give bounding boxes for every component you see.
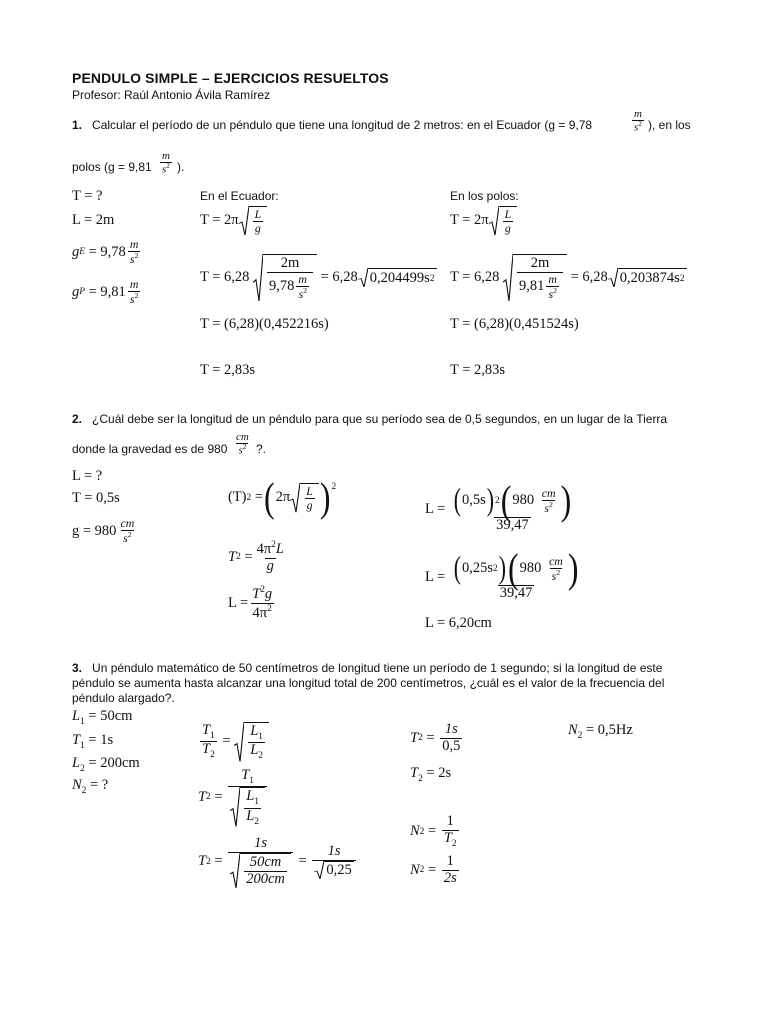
problem-1-text-c: polos (g = 9,81: [72, 160, 152, 174]
p3-N2-result: $N_2 = 0,5Hz$: [568, 722, 633, 741]
page-title: PENDULO SIMPLE – EJERCICIOS RESUELTOS: [72, 70, 389, 86]
p1-L-given: L = 2m: [72, 212, 115, 228]
p3-T2-expr: T 2 = $\frac{T_1}{\frac{L_1}{L_2}}$: [198, 768, 269, 827]
p3-T2-result: $T_2 = 2s$: [410, 765, 452, 784]
po-formula: T = 2π $\frac{L}{g}$: [450, 206, 517, 235]
ecuador-heading: En el Ecuador:: [200, 189, 279, 203]
unit-m-s2-a: $\frac{m}{s^2}$: [634, 108, 642, 134]
problem-2-text-c: ?.: [256, 442, 267, 456]
unit-cm-s2: $\frac{cm}{s^2}$: [236, 431, 249, 457]
ec-step: T = 6,28 2m 9,78 $\frac{m}{s^2}$ = 6,28 0,204499s 2: [200, 255, 435, 301]
p3-N2-numeric: N 2 = $\frac{1}{2s}$: [410, 853, 457, 886]
p3-L1: $L_1 = 50cm$: [72, 708, 133, 727]
p3-N2-formula: N 2 = $\frac{1}{T_2}$: [410, 813, 457, 849]
p1-T-unknown: T = ?: [72, 188, 103, 204]
p2-L-unknown: L = ?: [72, 468, 103, 484]
p2-eq-T2: T 2 = $\frac{4\pi^2L}{g}$: [228, 540, 284, 574]
p2-result: L = 6,20cm: [425, 615, 492, 631]
problem-3-line-1: 3. Un péndulo matemático de 50 centímetros de longitud tiene un período de 1 segundo; si la longitud de este: [72, 661, 663, 675]
problem-1-statement: [72, 118, 592, 132]
problem-1-number: 1.: [72, 118, 83, 132]
p2-T-given: T = 0,5s: [72, 490, 120, 506]
problem-3-line-3: péndulo alargado?.: [72, 691, 175, 705]
problem-2-statement: [72, 412, 667, 426]
problem-1-text-b: ), en los: [648, 118, 691, 132]
p2-eq-L: L = $\frac{T^2g}{4\pi^2}$: [228, 585, 273, 621]
problem-2-number: 2.: [72, 412, 83, 426]
problem-2-text-a: ¿Cuál debe ser la longitud de un péndulo para que su período sea de 0,5 segundos, en un lugar de la Tierra: [92, 412, 668, 426]
p3-T1: $T_1 = 1s$: [72, 732, 114, 751]
ec-result: T = 2,83s: [200, 362, 256, 378]
p2-result-step-2: L = ( 0,25s 2 ) ( 980 $\frac{cm}{s^2}$ ) 39,47: [425, 545, 579, 601]
problem-3-line-2: péndulo se aumenta hasta alcanzar una longitud total de 200 centímetros, ¿cuál es el valor de la frecuencia del: [72, 676, 665, 690]
po-product: T = (6,28)(0,451524s): [450, 316, 579, 332]
p1-gE-given: g E = 9,78 $\frac{m}{s^2}$: [72, 237, 139, 267]
problem-3-number: 3.: [72, 661, 83, 675]
p2-g-given: g = 980 $\frac{cm}{s^2}$: [72, 516, 135, 546]
p1-gP-given: g P = 9,81 $\frac{m}{s^2}$: [72, 277, 139, 307]
p3-T2-numeric: T 2 = $\frac{1s}{\frac{50cm}{200cm}}$ = $\frac{1s}{0,25}$: [198, 836, 358, 888]
p2-eq-squared: (T) 2 = ( 2π $\frac{L}{g}$ ) $^2$: [228, 474, 337, 521]
p3-N2-unknown: $N_2$ = ?: [72, 777, 109, 796]
p3-T2-div: T 2 = $\frac{1s}{0,5}$: [410, 721, 461, 754]
p2-result-step-1: L = ( 0,5s ) 2 ( 980 $\frac{cm}{s^2}$ ) 39,47: [425, 477, 572, 533]
unit-m-s2-b: $\frac{m}{s^2}$: [162, 150, 170, 176]
author-line: Profesor: Raúl Antonio Ávila Ramírez: [72, 88, 271, 102]
problem-1-text-d: ).: [177, 160, 185, 174]
p3-L2: $L_2 = 200cm$: [72, 755, 140, 774]
p3-ratio: $\frac{T_1}{T_2}$ = $\frac{L_1}{L_2}$: [198, 722, 269, 762]
polos-heading: En los polos:: [450, 189, 519, 203]
po-step: T = 6,28 2m 9,81 $\frac{m}{s^2}$ = 6,28 0,203874s 2: [450, 255, 685, 301]
ec-formula: T = 2π $\frac{L}{g}$: [200, 206, 267, 235]
ec-product: T = (6,28)(0,452216s): [200, 316, 329, 332]
problem-1-text-a: Calcular el período de un péndulo que tiene una longitud de 2 metros: en el Ecuador (g = 9,78: [92, 118, 593, 132]
po-result: T = 2,83s: [450, 362, 506, 378]
problem-2-text-b: donde la gravedad es de 980: [72, 442, 228, 456]
